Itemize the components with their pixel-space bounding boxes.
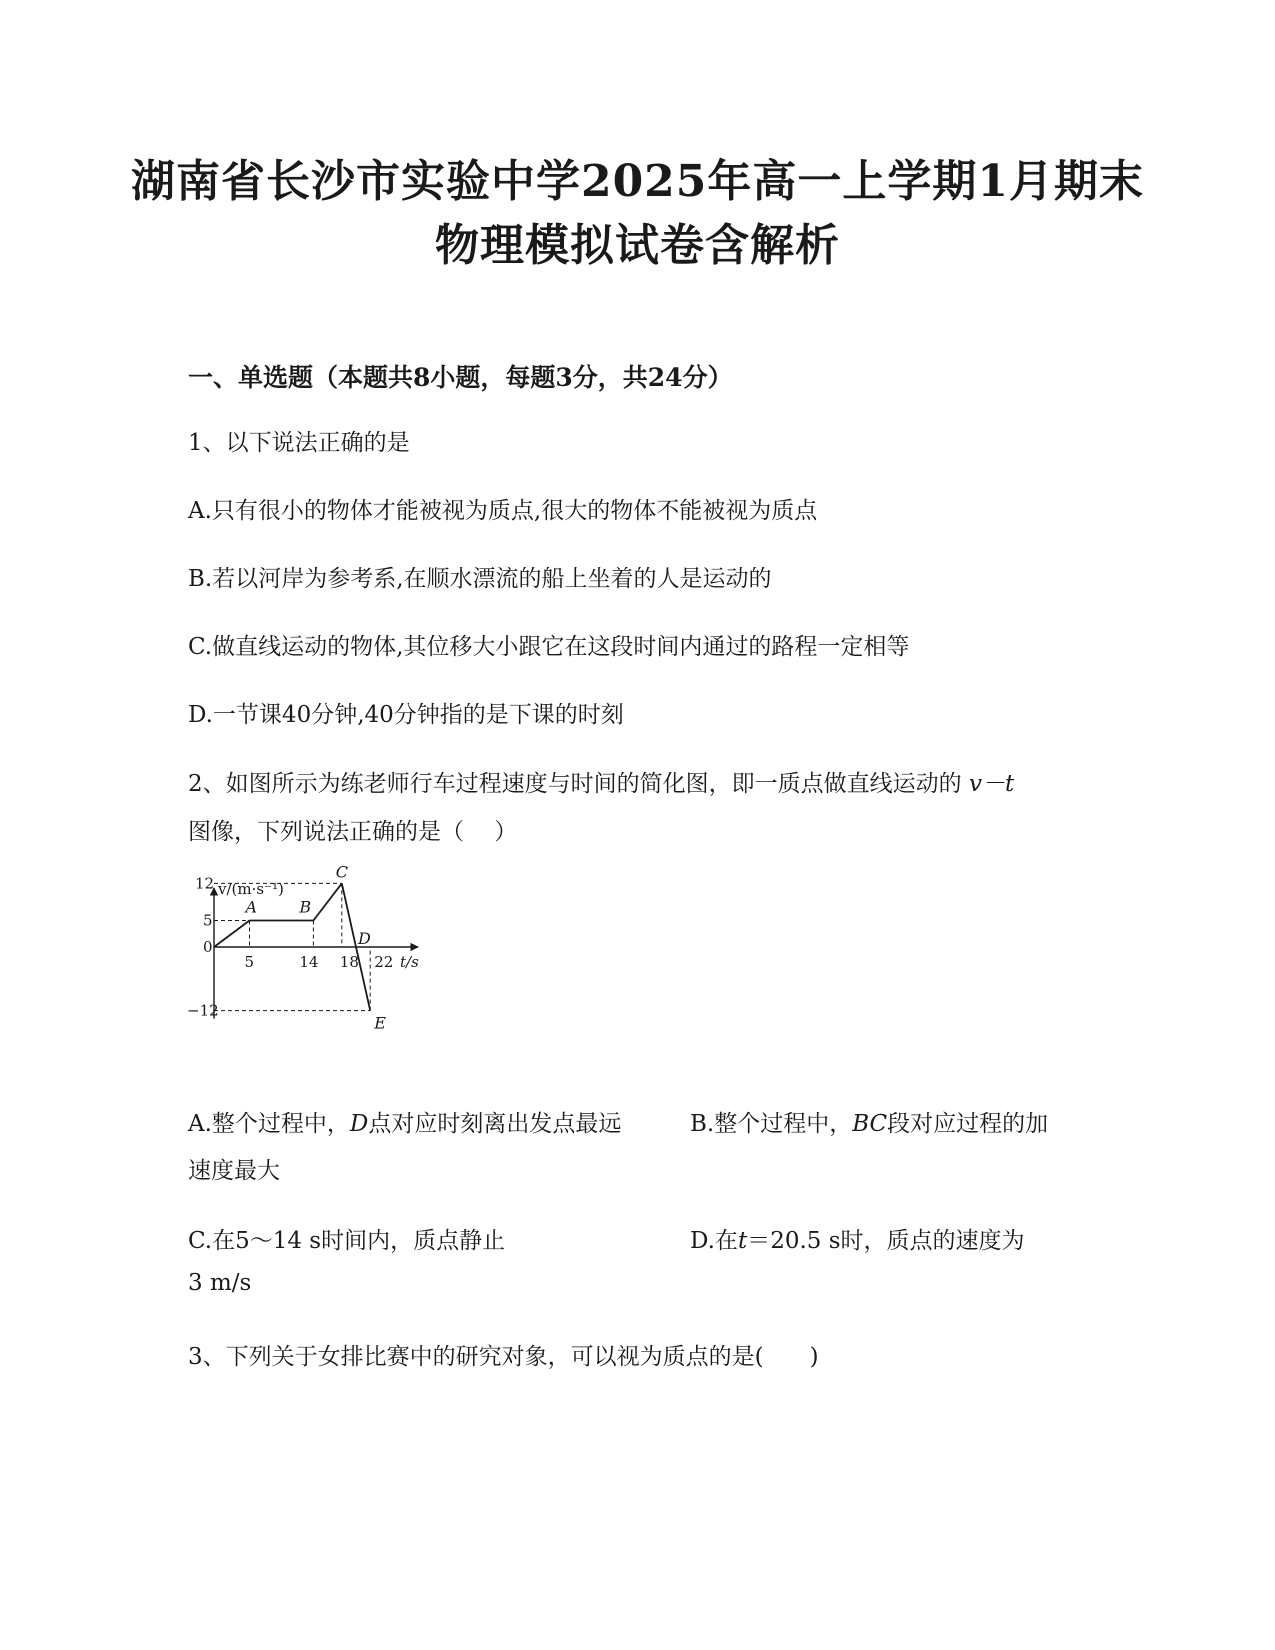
y-tick-label: 5 — [203, 911, 213, 930]
question-1-option-d: D.一节课40分钟,40分钟指的是下课的时刻 — [188, 702, 624, 728]
x-tick-label: 14 — [299, 953, 319, 971]
series-segment-3 — [313, 883, 341, 920]
question-2-option-b — [690, 1105, 1048, 1138]
question-2-option-b-text: B.整个过程中， — [690, 1111, 853, 1137]
point-label-D: D — [358, 929, 371, 948]
question-2-option-b-variable: BC — [852, 1111, 888, 1137]
question-2-option-a-variable: D — [349, 1111, 369, 1137]
question-2-option-b-continued: 速度最大 — [188, 1158, 280, 1184]
point-label-A: A — [245, 897, 258, 917]
point-label-E: E — [374, 1013, 386, 1033]
y-tick-label: 12 — [195, 874, 215, 893]
question-2-option-c: C.在5～14 s时间内，质点静止 — [188, 1228, 506, 1254]
question-2-stem — [188, 765, 1014, 798]
y-tick-label: −12 — [187, 1001, 219, 1020]
question-2-option-d-text-end: ＝20.5 s时，质点的速度为 — [747, 1228, 1025, 1254]
y-axis-label: v/(m·s⁻¹) — [218, 880, 284, 898]
question-1-option-b: B.若以河岸为参考系,在顺水漂流的船上坐着的人是运动的 — [188, 566, 772, 592]
question-2-option-d — [690, 1222, 1025, 1255]
question-1-option-c: C.做直线运动的物体,其位移大小跟它在这段时间内通过的路程一定相等 — [188, 634, 910, 660]
x-axis-label: t/s — [400, 953, 419, 971]
question-1-option-a: A.只有很小的物体才能被视为质点,很大的物体不能被视为质点 — [188, 498, 818, 524]
series-segment-1 — [214, 921, 250, 948]
point-label-B: B — [299, 897, 312, 917]
question-3-stem: 3、下列关于女排比赛中的研究对象，可以视为质点的是( ) — [188, 1344, 819, 1370]
question-2-option-d-variable: t — [737, 1228, 748, 1254]
question-2-option-a — [188, 1105, 621, 1138]
question-2-option-a-text-end: 点对应时刻离出发点最远 — [368, 1111, 622, 1137]
question-2-option-b-text-end: 段对应过程的加 — [887, 1111, 1049, 1137]
question-1-stem: 1、以下说法正确的是 — [188, 430, 410, 456]
point-label-C: C — [335, 862, 349, 882]
velocity-time-chart — [182, 862, 452, 1070]
question-2-option-d-text: D.在 — [690, 1228, 738, 1254]
question-2-option-d-continued: 3 m/s — [188, 1270, 252, 1296]
x-tick-label: 22 — [374, 953, 394, 971]
x-tick-label: 18 — [339, 953, 359, 971]
section-heading: 一、单选题（本题共8小题，每题3分，共24分） — [188, 363, 733, 392]
question-2-option-a-text: A.整个过程中， — [188, 1111, 350, 1137]
x-tick-label: 5 — [244, 953, 255, 971]
question-2-stem-variable: v－t — [968, 771, 1015, 797]
page-title: 湖南省长沙市实验中学2025年高一上学期1月期末物理模拟试卷含解析 — [130, 156, 1145, 271]
question-2-stem-text: 2、如图所示为练老师行车过程速度与时间的简化图，即一质点做直线运动的 — [188, 771, 962, 797]
y-tick-label: 0 — [203, 938, 213, 956]
question-2-stem-continued: 图像，下列说法正确的是（ ） — [188, 819, 518, 845]
